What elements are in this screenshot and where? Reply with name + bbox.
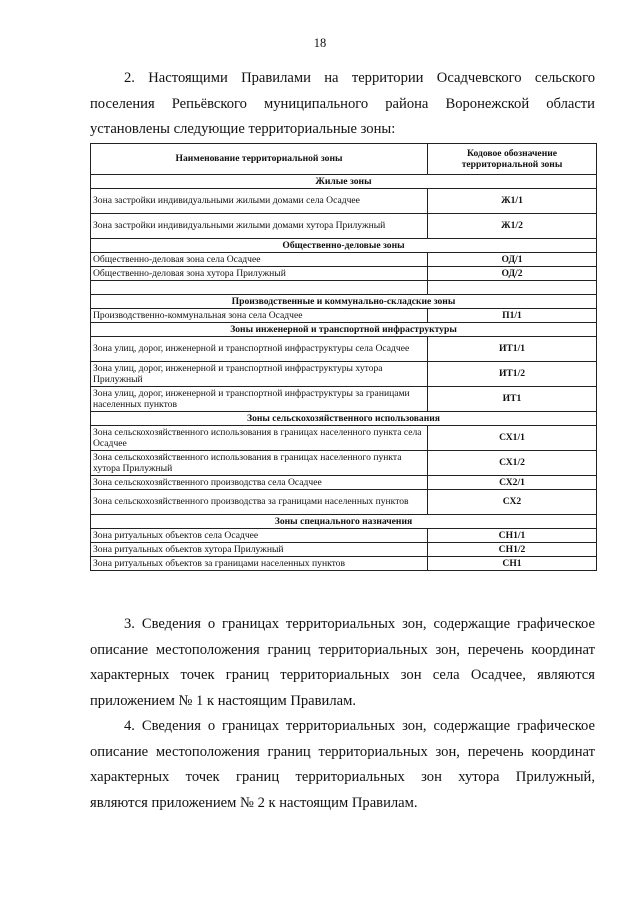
paragraph-line: 4. Сведения о границах территориальных зон, содержащие графическое <box>124 718 595 734</box>
paragraph-3 <box>90 612 595 714</box>
zone-name: Зона улиц, дорог, инженерной и транспортной инфраструктуры за границами населенных пунктов <box>91 387 428 412</box>
table-row <box>91 309 597 323</box>
table-row <box>91 543 597 557</box>
section-title: Производственные и коммунально-складские зоны <box>91 295 597 309</box>
zone-code: ОД/1 <box>428 253 597 267</box>
table-row <box>91 387 597 412</box>
zone-code: СН1 <box>428 557 597 571</box>
paragraph-line: описание местоположения границ территориальных зон, перечень координат <box>90 743 595 760</box>
page-number: 18 <box>313 36 327 50</box>
zone-code: Ж1/1 <box>428 189 597 214</box>
zone-name: Зона улиц, дорог, инженерной и транспортной инфраструктуры хутора Прилужный <box>91 362 428 387</box>
zone-name: Зона ритуальных объектов хутора Прилужный <box>91 543 428 557</box>
table-row <box>91 337 597 362</box>
zone-code: СХ2/1 <box>428 476 597 490</box>
table-row <box>91 557 597 571</box>
zone-name: Зона сельскохозяйственного использования в границах населенного пункта хутора Прилужный <box>91 451 428 476</box>
table-row <box>91 253 597 267</box>
zone-code: ИТ1/1 <box>428 337 597 362</box>
zone-name: Зона улиц, дорог, инженерной и транспортной инфраструктуры села Осадчее <box>91 337 428 362</box>
zone-name: Зона застройки индивидуальными жилыми домами хутора Прилужный <box>91 214 428 239</box>
zone-code: СН1/2 <box>428 543 597 557</box>
zone-code: ИТ1/2 <box>428 362 597 387</box>
zone-name: Зона сельскохозяйственного производства села Осадчее <box>91 476 428 490</box>
zone-name: Производственно-коммунальная зона села Осадчее <box>91 309 428 323</box>
paragraph-line: поселения Репьёвского муниципального района Воронежской области <box>90 95 595 112</box>
paragraph-line: 2. Настоящими Правилами на территории Осадчевского сельского <box>124 70 595 86</box>
zone-code: СН1/1 <box>428 529 597 543</box>
section-title: Общественно-деловые зоны <box>91 239 597 253</box>
zone-code: СХ1/2 <box>428 451 597 476</box>
table-row <box>91 490 597 515</box>
zone-code: Ж1/2 <box>428 214 597 239</box>
table-row <box>91 214 597 239</box>
table-row <box>91 189 597 214</box>
section-title: Зоны специального назначения <box>91 515 597 529</box>
table-row <box>91 476 597 490</box>
table-section-row <box>91 175 597 189</box>
empty-cell <box>428 281 597 295</box>
paragraph-line: описание местоположения границ территориальных зон, перечень координат <box>90 641 595 658</box>
paragraph-line: характерных точек границ территориальных зон хутора Прилужный, <box>90 769 595 785</box>
table-row <box>91 529 597 543</box>
section-title: Жилые зоны <box>91 175 597 189</box>
zone-name: Общественно-деловая зона хутора Прилужный <box>91 267 428 281</box>
zone-code: СХ1/1 <box>428 426 597 451</box>
header-zone-code: Кодовое обозначение территориальной зоны <box>428 144 597 175</box>
zone-name: Зона застройки индивидуальными жилыми домами села Осадчее <box>91 189 428 214</box>
zone-name: Зона ритуальных объектов села Осадчее <box>91 529 428 543</box>
zone-name: Зона сельскохозяйственного производства за границами населенных пунктов <box>91 490 428 515</box>
paragraph-line: приложением № 1 к настоящим Правилам. <box>90 692 357 709</box>
table-section-row <box>91 239 597 253</box>
table-section-row <box>91 515 597 529</box>
section-title: Зоны инженерной и транспортной инфраструктуры <box>91 323 597 337</box>
paragraph-2 <box>90 66 595 143</box>
section-title: Зоны сельскохозяйственного использования <box>91 412 597 426</box>
zone-code: ОД/2 <box>428 267 597 281</box>
paragraph-4 <box>90 714 595 816</box>
zone-name: Зона сельскохозяйственного использования в границах населенного пункта села Осадчее <box>91 426 428 451</box>
table-empty-row <box>91 281 597 295</box>
zone-name: Общественно-деловая зона села Осадчее <box>91 253 428 267</box>
table-section-row <box>91 323 597 337</box>
table-row <box>91 267 597 281</box>
zone-code: СХ2 <box>428 490 597 515</box>
zone-code: П1/1 <box>428 309 597 323</box>
paragraph-line: являются приложением № 2 к настоящим Правилам. <box>90 794 418 811</box>
paragraph-line: характерных точек границ территориальных зон села Осадчее, являются <box>90 667 595 683</box>
table-section-row <box>91 412 597 426</box>
table-row <box>91 362 597 387</box>
zone-code: ИТ1 <box>428 387 597 412</box>
territorial-zones-table <box>90 143 597 571</box>
table-header-row <box>91 144 597 175</box>
paragraph-line: 3. Сведения о границах территориальных зон, содержащие графическое <box>124 616 595 632</box>
paragraph-line: установлены следующие территориальные зоны: <box>90 121 396 137</box>
table-row <box>91 451 597 476</box>
zone-name: Зона ритуальных объектов за границами населенных пунктов <box>91 557 428 571</box>
table-section-row <box>91 295 597 309</box>
header-zone-name: Наименование территориальной зоны <box>91 144 428 175</box>
table-row <box>91 426 597 451</box>
empty-cell <box>91 281 428 295</box>
